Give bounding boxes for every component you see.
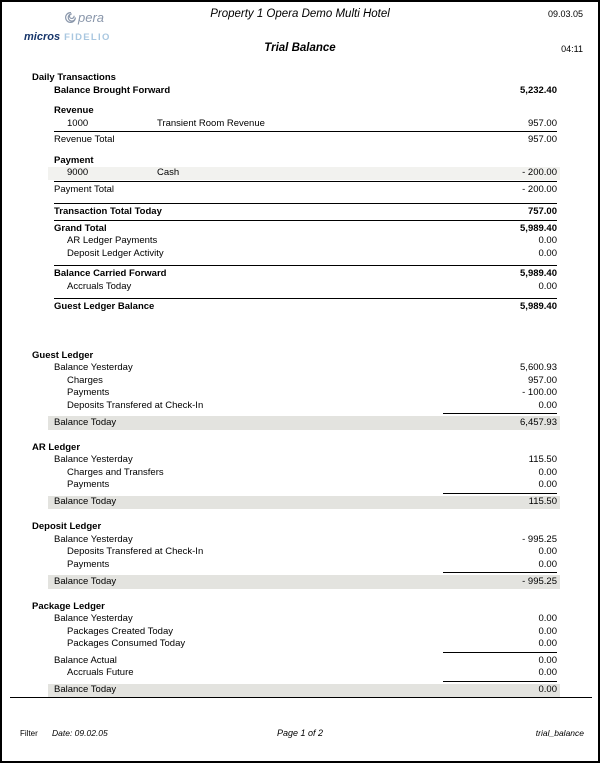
account-code: 9000	[67, 167, 89, 178]
micros-logo-text: micros	[24, 31, 61, 43]
row-label: Charges	[67, 374, 103, 386]
report-file-name: trial_balance	[535, 728, 584, 738]
row-label: Balance Today	[54, 684, 117, 695]
row-value: 5,989.40	[520, 268, 557, 279]
report-row	[32, 301, 557, 314]
page-number: Page 1 of 2	[276, 728, 324, 738]
report-section	[32, 350, 557, 430]
row-value: 5,989.40	[520, 301, 557, 312]
row-label: Payments	[67, 479, 110, 490]
row-label: Packages Created Today	[67, 625, 173, 637]
row-value: - 995.25	[522, 575, 557, 587]
report-row	[32, 400, 557, 413]
row-label: Payments	[67, 387, 110, 398]
report-row	[32, 362, 557, 375]
row-value: 0.00	[538, 546, 557, 557]
report-row	[48, 684, 560, 698]
section-title: AR Ledger	[32, 441, 81, 453]
row-label: Balance Carried Forward	[54, 268, 167, 279]
report-row	[32, 268, 557, 281]
row-value: 0.00	[538, 667, 557, 678]
report-row	[32, 235, 557, 248]
row-value: 0.00	[538, 625, 557, 637]
footer-divider-line	[10, 697, 592, 698]
row-value: 0.00	[538, 399, 557, 411]
report-row	[32, 375, 557, 388]
row-label: Payment Total	[54, 183, 115, 195]
row-value: 0.00	[538, 654, 557, 666]
divider-line	[54, 220, 557, 221]
report-row	[32, 613, 557, 626]
row-value: 0.00	[538, 684, 557, 695]
report-section	[32, 442, 557, 510]
report-title: Trial Balance	[264, 42, 336, 54]
row-label: Revenue	[54, 105, 94, 116]
row-value: 757.00	[527, 206, 557, 217]
report-row	[32, 134, 557, 147]
row-label: Deposits Transfered at Check-In	[67, 399, 204, 411]
row-label: Transaction Total Today	[54, 206, 162, 217]
row-value: 0.00	[538, 613, 557, 624]
report-row	[32, 155, 557, 168]
report-row	[48, 416, 560, 430]
row-value: 0.00	[538, 247, 557, 259]
row-value: - 100.00	[522, 387, 557, 398]
report-section	[32, 72, 557, 314]
row-value: 6,457.93	[520, 416, 557, 428]
report-row	[32, 467, 557, 480]
row-label: Balance Yesterday	[54, 362, 133, 373]
row-value: 0.00	[538, 280, 557, 292]
report-row	[32, 118, 557, 131]
row-label: Accruals Today	[67, 280, 132, 292]
subtotal-line	[443, 652, 557, 653]
row-label: Balance Brought Forward	[54, 84, 171, 96]
filter-label: Filter	[20, 729, 38, 738]
report-section	[32, 601, 557, 698]
header-date: 09.03.05	[547, 9, 583, 19]
row-value: 0.00	[538, 466, 557, 478]
row-label: Deposit Ledger Activity	[67, 247, 164, 259]
row-value: 115.50	[528, 454, 557, 465]
row-label: Balance Yesterday	[54, 454, 133, 465]
section-title: Package Ledger	[32, 600, 105, 612]
section-title: Daily Transactions	[32, 72, 116, 83]
account-code: 1000	[67, 117, 89, 129]
row-label: Payment	[54, 154, 94, 166]
divider-line	[54, 131, 557, 132]
report-row	[48, 167, 560, 180]
subtotal-line	[443, 493, 557, 494]
report-row	[32, 387, 557, 400]
report-row	[32, 85, 557, 98]
row-label: Guest Ledger Balance	[54, 301, 155, 312]
row-value: 115.50	[528, 496, 557, 507]
report-row	[32, 667, 557, 680]
report-row	[32, 248, 557, 261]
section-title: Guest Ledger	[32, 349, 94, 361]
report-body	[32, 72, 557, 697]
divider-line	[54, 265, 557, 266]
account-description: Transient Room Revenue	[157, 117, 265, 129]
row-label: Accruals Future	[67, 667, 134, 678]
property-title: Property 1 Opera Demo Multi Hotel	[210, 8, 390, 20]
divider-line	[54, 181, 557, 182]
report-row	[32, 454, 557, 467]
report-row	[32, 479, 557, 492]
subtotal-line	[443, 413, 557, 414]
footer-date: Date: 09.02.05	[52, 728, 108, 738]
report-row	[32, 184, 557, 197]
divider-line	[54, 298, 557, 299]
row-label: Deposits Transfered at Check-In	[67, 546, 204, 557]
row-value: 5,600.93	[520, 362, 557, 373]
report-row	[32, 638, 557, 651]
row-label: Balance Today	[54, 575, 117, 587]
row-value: 5,989.40	[520, 222, 557, 234]
report-row	[32, 281, 557, 294]
opera-logo-text: pera	[78, 10, 105, 25]
row-label: Grand Total	[54, 222, 107, 234]
report-row	[32, 546, 557, 559]
report-row	[48, 496, 560, 510]
report-row	[32, 626, 557, 639]
row-value: 957.00	[527, 374, 557, 386]
subtotal-line	[443, 681, 557, 682]
row-value: 0.00	[538, 638, 557, 649]
report-row	[48, 575, 560, 589]
subtotal-line	[443, 572, 557, 573]
row-label: Payments	[67, 558, 110, 570]
divider-line	[54, 203, 557, 204]
fidelio-logo-text: FIDELIO	[64, 32, 111, 43]
report-row	[32, 223, 557, 236]
row-value: - 200.00	[522, 167, 557, 178]
report-row	[32, 206, 557, 219]
row-label: Balance Yesterday	[54, 613, 133, 624]
header-time: 04:11	[561, 44, 583, 54]
report-section	[32, 521, 557, 589]
report-row	[32, 559, 557, 572]
row-value: - 995.25	[522, 533, 557, 545]
row-value: 957.00	[527, 117, 557, 129]
section-title: Deposit Ledger	[32, 521, 102, 532]
account-description: Cash	[157, 167, 180, 178]
row-value: 0.00	[538, 558, 557, 570]
report-row	[32, 534, 557, 547]
row-label: Revenue Total	[54, 134, 115, 145]
row-label: Balance Yesterday	[54, 533, 133, 545]
row-value: 957.00	[527, 134, 557, 145]
row-value: 0.00	[538, 479, 557, 490]
row-label: Balance Today	[54, 416, 117, 428]
report-row	[32, 655, 557, 668]
row-value: - 200.00	[522, 183, 557, 195]
row-label: Balance Today	[54, 496, 117, 507]
row-label: Charges and Transfers	[67, 466, 164, 478]
row-value: 5,232.40	[520, 84, 557, 96]
report-row	[32, 105, 557, 118]
row-label: AR Ledger Payments	[67, 235, 158, 246]
row-label: Balance Actual	[54, 654, 117, 666]
row-label: Packages Consumed Today	[67, 638, 186, 649]
row-value: 0.00	[538, 235, 557, 246]
